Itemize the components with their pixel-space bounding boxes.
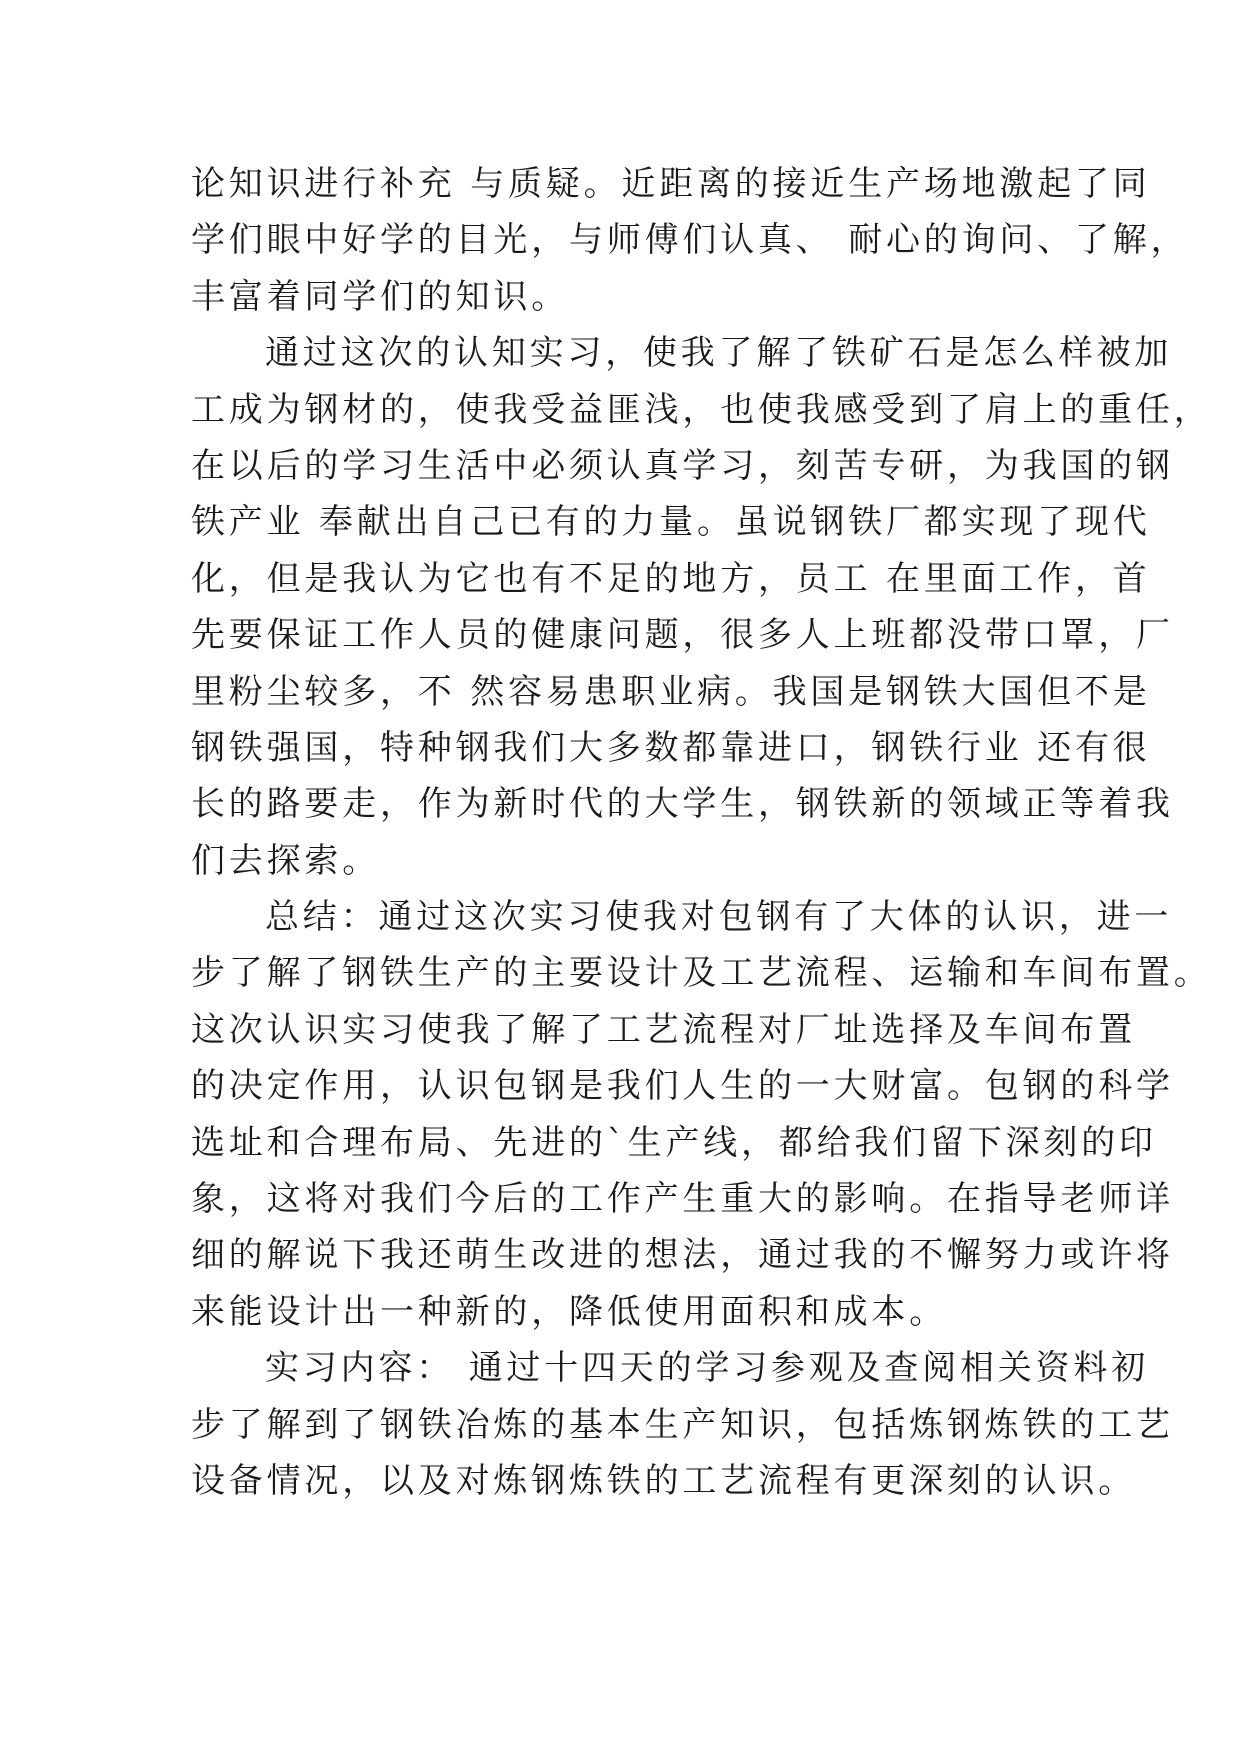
text-line: 步了解到了钢铁冶炼的基本生产知识，包括炼钢炼铁的工艺 [191,1404,1174,1445]
text-line: 先要保证工作人员的健康问题，很多人上班都没带口罩，厂 [191,615,1174,656]
text-line: 实习内容： 通过十四天的学习参观及查阅相关资料初 [265,1348,1150,1389]
text-line: 通过这次的认知实习，使我了解了铁矿石是怎么样被加 [265,333,1173,374]
text-line: 论知识进行补充 与质疑。近距离的接近生产场地激起了同 [191,164,1151,204]
text-line: 设备情况，以及对炼钢炼铁的工艺流程有更深刻的认识。 [191,1460,1136,1501]
text-line: 长的路要走，作为新时代的大学生，钢铁新的领域正等着我 [191,784,1174,825]
text-line: 里粉尘较多，不 然容易患职业病。我国是钢铁大国但不是 [191,671,1151,712]
text-line: 的决定作用，认识包钢是我们人生的一大财富。包钢的科学 [191,1066,1174,1107]
text-line: 丰富着同学们的知识。 [191,276,569,317]
body-text [191,156,1212,1509]
text-line: 细的解说下我还萌生改进的想法，通过我的不懈努力或许将 [191,1235,1174,1276]
text-line: 总结：通过这次实习使我对包钢有了大体的认识，进一 [265,897,1173,938]
paragraph-summary [191,889,1212,1340]
text-line: 学们眼中好学的目光，与师傅们认真、 耐心的询问、了解， [191,220,1189,261]
paragraph-cognition-internship [191,325,1212,889]
text-line: 化，但是我认为它也有不足的地方，员工 在里面工作，首 [191,558,1151,599]
text-line: 在以后的学习生活中必须认真学习，刻苦专研，为我国的钢 [191,445,1174,486]
text-line: 来能设计出一种新的，降低使用面积和成本。 [191,1291,947,1332]
text-line: 们去探索。 [191,840,380,881]
paragraph-continuation [191,156,1189,325]
text-line: 工成为钢材的，使我受益匪浅，也使我感受到了肩上的重任， [191,389,1212,430]
text-line: 象，这将对我们今后的工作产生重大的影响。在指导老师详 [191,1179,1174,1220]
text-line: 钢铁强国，特种钢我们大多数都靠进口，钢铁行业 还有很 [191,727,1151,768]
text-line: 铁产业 奉献出自己已有的力量。虽说钢铁厂都实现了现代 [191,502,1151,543]
text-line: 步了解了钢铁生产的主要设计及工艺流程、运输和车间布置。 [191,953,1212,994]
text-line: 选址和合理布局、先进的`生产线，都给我们留下深刻的印 [191,1122,1157,1163]
text-line: 这次认识实习使我了解了工艺流程对厂址选择及车间布置 [191,1009,1136,1050]
paragraph-internship-content [191,1340,1174,1509]
